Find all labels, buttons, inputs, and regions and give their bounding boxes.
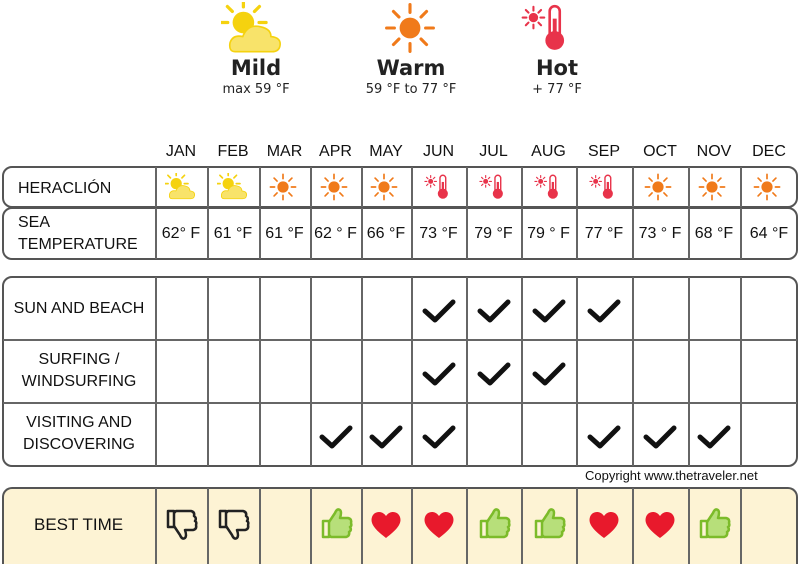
sun-behind-cloud-icon (165, 173, 197, 201)
column-divider (361, 488, 363, 564)
checkmark-icon (477, 362, 511, 386)
sea-temp-aug: 79 ° F (527, 225, 570, 242)
column-divider (155, 208, 157, 259)
sea-temp-nov: 68 °F (694, 225, 734, 242)
column-divider (155, 488, 157, 564)
column-divider (576, 277, 578, 466)
legend-warm (336, 0, 486, 110)
column-divider (688, 167, 690, 207)
sun-behind-cloud-icon (217, 173, 249, 201)
checkmark-icon (697, 425, 731, 449)
column-divider (521, 277, 523, 466)
checkmark-icon (422, 425, 456, 449)
month-may: MAY (369, 143, 403, 160)
month-jul: JUL (479, 143, 508, 160)
column-divider (310, 208, 312, 259)
column-divider (740, 167, 742, 207)
month-dec: DEC (752, 143, 786, 160)
weather-cell-may (366, 172, 406, 202)
sun-icon (644, 173, 676, 201)
month-jun: JUN (422, 143, 455, 160)
weather-cell-apr (316, 172, 356, 202)
checkmark-icon (422, 299, 456, 323)
row-divider (3, 339, 797, 341)
checkmark-icon (643, 425, 677, 449)
column-divider (632, 488, 634, 564)
column-divider (155, 277, 157, 466)
sea-temp-oct: 73 ° F (638, 225, 682, 242)
month-aug: AUG (531, 143, 566, 160)
column-divider (632, 167, 634, 207)
legend-hot-name: Hot (535, 56, 579, 80)
sea-temp-mar: 61 °F (265, 225, 304, 242)
sun-icon (269, 173, 301, 201)
sun-behind-cloud-icon (221, 2, 285, 56)
thumbs-up-icon (530, 505, 568, 543)
weather-cell-mar (265, 172, 305, 202)
column-divider (576, 167, 578, 207)
weather-cell-jul (474, 172, 514, 202)
activity-label (4, 298, 154, 320)
month-oct: OCT (643, 143, 677, 160)
column-divider (632, 277, 634, 466)
thumbs-up-icon (695, 505, 733, 543)
weather-cell-nov (694, 172, 734, 202)
month-jan: JAN (165, 143, 197, 160)
column-divider (207, 167, 209, 207)
legend-hot-range: + 77 °F (532, 82, 582, 97)
thumbs-down-icon (214, 505, 252, 543)
activity-label-line1: SURFING / (38, 351, 120, 368)
weather-cell-jun (419, 172, 459, 202)
legend-hot (482, 0, 632, 110)
row-divider (3, 402, 797, 404)
column-divider (576, 488, 578, 564)
column-divider (688, 488, 690, 564)
column-divider (259, 277, 261, 466)
column-divider (259, 488, 261, 564)
thermometer-hot-icon (520, 2, 576, 54)
column-divider (411, 167, 413, 207)
legend-warm-range: 59 °F to 77 °F (365, 82, 457, 97)
column-divider (466, 208, 468, 259)
legend-warm-name: Warm (376, 56, 446, 80)
copyright: Copyright www.thetraveler.net (585, 468, 758, 483)
heart-icon (641, 505, 679, 543)
checkmark-icon (587, 425, 621, 449)
legend-mild-range: max 59 °F (222, 82, 290, 97)
sun-icon (320, 173, 352, 201)
column-divider (466, 167, 468, 207)
column-divider (521, 488, 523, 564)
column-divider (466, 277, 468, 466)
sun-icon (384, 2, 436, 54)
column-divider (207, 277, 209, 466)
column-divider (521, 208, 523, 259)
legend-mild-name: Mild (230, 56, 282, 80)
thumbs-up-icon (475, 505, 513, 543)
sea-temperature-label (18, 212, 138, 255)
sea-temp-jan: 62° F (161, 225, 201, 242)
checkmark-icon (369, 425, 403, 449)
column-divider (740, 208, 742, 259)
month-feb: FEB (217, 143, 249, 160)
column-divider (411, 488, 413, 564)
legend-mild (181, 0, 331, 110)
column-divider (361, 167, 363, 207)
column-divider (207, 208, 209, 259)
activity-label-line2: WINDSURFING (21, 372, 137, 390)
sea-temp-sep: 77 °F (584, 225, 624, 242)
column-divider (632, 208, 634, 259)
column-divider (740, 277, 742, 466)
activity-label-line1: SUN AND BEACH (13, 300, 145, 317)
column-divider (259, 167, 261, 207)
column-divider (361, 208, 363, 259)
column-divider (411, 277, 413, 466)
thermometer-hot-icon (478, 173, 510, 201)
checkmark-icon (422, 362, 456, 386)
column-divider (576, 208, 578, 259)
sea-label-line2: TEMPERATURE (18, 235, 138, 253)
activity-label (4, 412, 154, 455)
month-sep: SEP (587, 143, 620, 160)
sea-temp-dec: 64 °F (749, 225, 789, 242)
thumbs-down-icon (162, 505, 200, 543)
heart-icon (367, 505, 405, 543)
checkmark-icon (319, 425, 353, 449)
column-divider (207, 488, 209, 564)
activity-label-line1: VISITING AND (26, 414, 132, 431)
column-divider (155, 167, 157, 207)
sea-label-line1: SEA (18, 214, 51, 231)
column-divider (740, 488, 742, 564)
thermometer-hot-icon (588, 173, 620, 201)
activity-label-line2: DISCOVERING (22, 435, 135, 453)
thumbs-up-icon (317, 505, 355, 543)
weather-cell-sep (584, 172, 624, 202)
column-divider (688, 277, 690, 466)
sea-temp-feb: 61 °F (213, 225, 253, 242)
best-time-label: BEST TIME (34, 515, 124, 534)
weather-cell-oct (640, 172, 680, 202)
checkmark-icon (532, 299, 566, 323)
checkmark-icon (477, 299, 511, 323)
column-divider (361, 277, 363, 466)
weather-cell-feb (213, 172, 253, 202)
column-divider (521, 167, 523, 207)
column-divider (310, 167, 312, 207)
month-apr: APR (319, 143, 352, 160)
heart-icon (585, 505, 623, 543)
checkmark-icon (532, 362, 566, 386)
column-divider (310, 277, 312, 466)
month-mar: MAR (266, 143, 303, 160)
thermometer-hot-icon (423, 173, 455, 201)
city-label: HERACLIÓN (18, 180, 112, 197)
sea-temp-jun: 73 °F (419, 225, 458, 242)
weather-cell-jan (161, 172, 201, 202)
heart-icon (420, 505, 458, 543)
sun-icon (698, 173, 730, 201)
column-divider (310, 488, 312, 564)
weather-cell-aug (529, 172, 569, 202)
month-nov: NOV (696, 143, 732, 160)
sea-temp-jul: 79 °F (474, 225, 513, 242)
column-divider (411, 208, 413, 259)
column-divider (688, 208, 690, 259)
sea-temp-apr: 62 ° F (314, 225, 357, 242)
activity-label (4, 349, 154, 392)
sun-icon (753, 173, 785, 201)
weather-cell-dec (749, 172, 789, 202)
column-divider (259, 208, 261, 259)
sea-temp-may: 66 °F (366, 225, 406, 242)
sun-icon (370, 173, 402, 201)
thermometer-hot-icon (533, 173, 565, 201)
checkmark-icon (587, 299, 621, 323)
column-divider (466, 488, 468, 564)
